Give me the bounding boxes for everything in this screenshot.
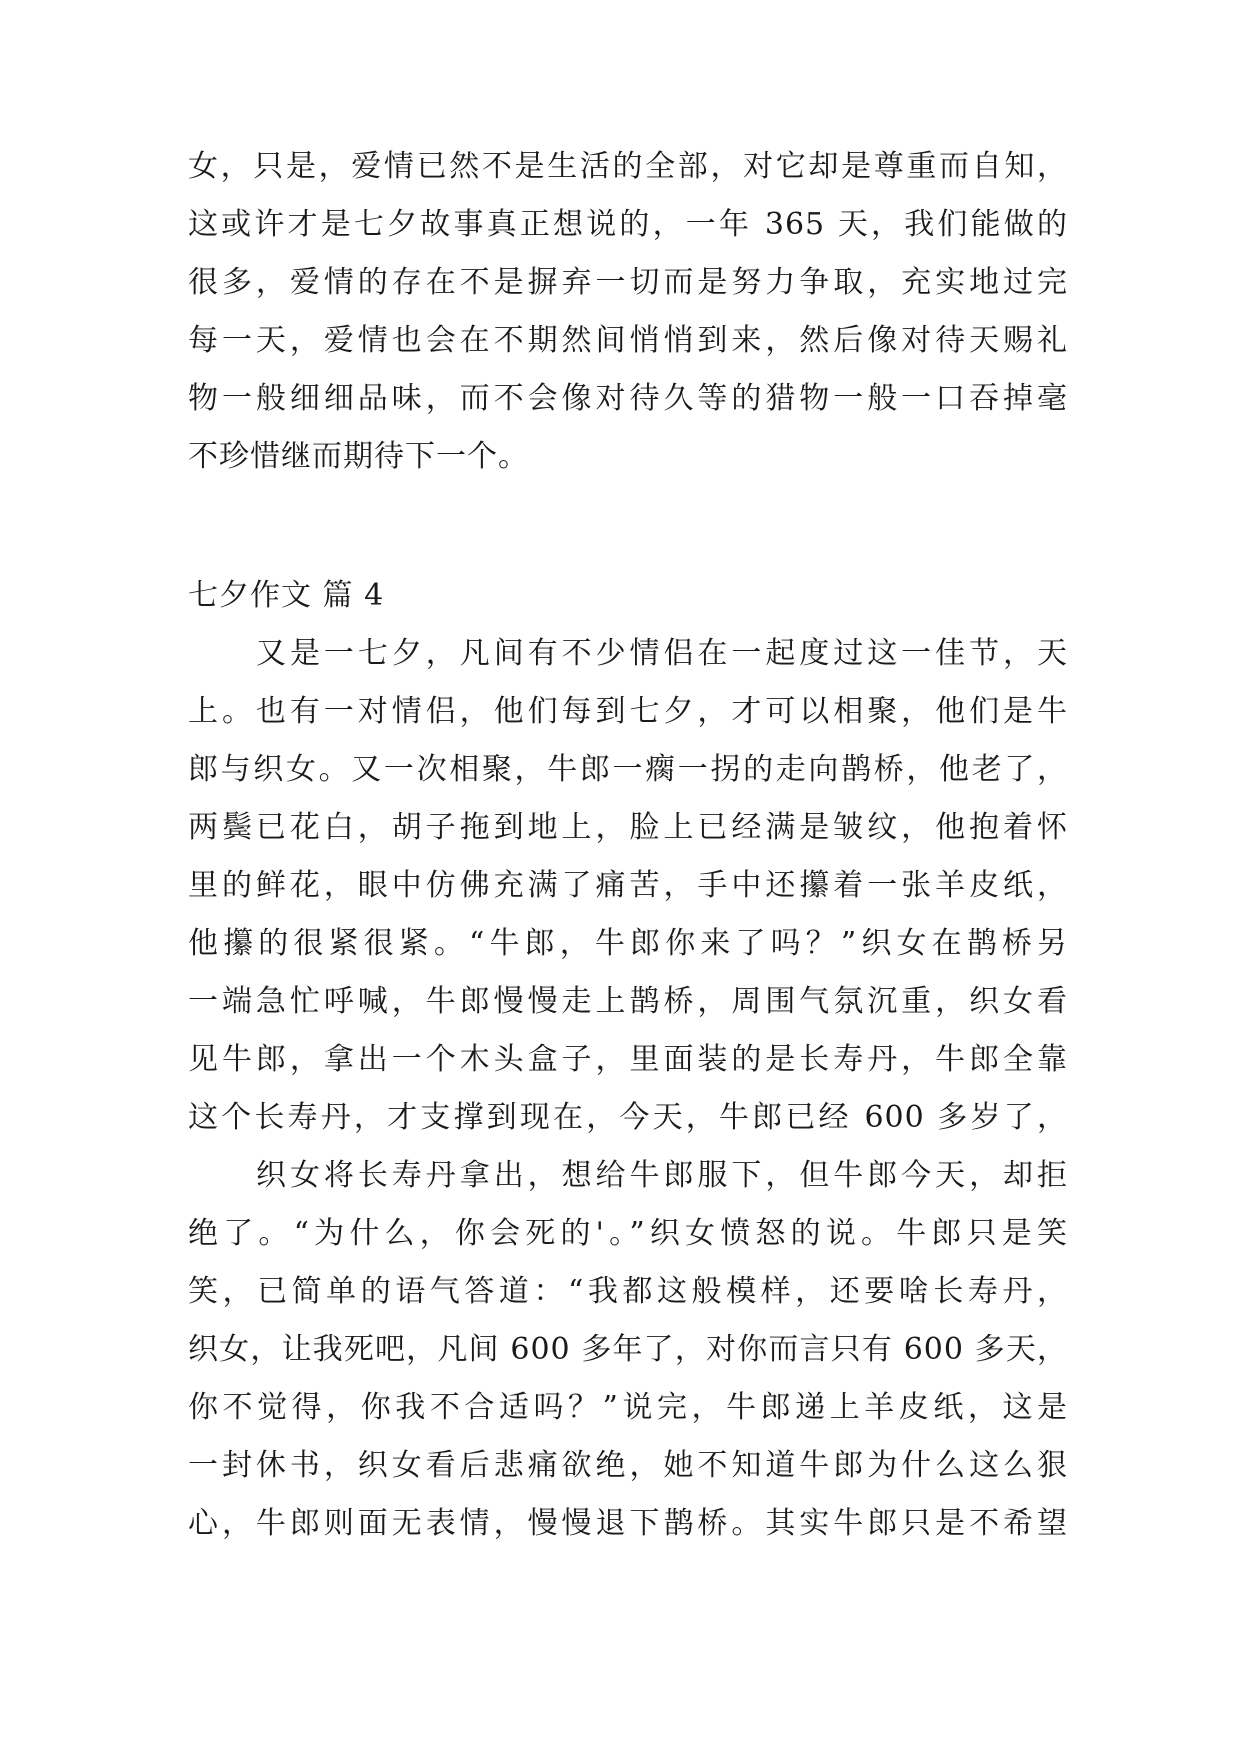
text-line: 里的鲜花，眼中仿佛充满了痛苦，手中还攥着一张羊皮纸，	[188, 868, 1068, 903]
text-line: 很多，爱情的存在不是摒弃一切而是努力争取，充实地过完	[188, 265, 1068, 300]
text-line: 见牛郎，拿出一个木头盒子，里面装的是长寿丹，牛郎全靠	[188, 1042, 1068, 1077]
text-line: 上。也有一对情侣，他们每到七夕，才可以相聚，他们是牛	[188, 694, 1068, 729]
text-line: 心，牛郎则面无表情，慢慢退下鹊桥。其实牛郎只是不希望	[188, 1506, 1068, 1541]
text-line: 郎与织女。又一次相聚，牛郎一瘸一拐的走向鹊桥，他老了，	[188, 752, 1068, 787]
text-line: 女，只是，爱情已然不是生活的全部，对它却是尊重而自知，	[188, 149, 1068, 184]
paragraph-2	[188, 1147, 1068, 1553]
text-line: 这个长寿丹，才支撑到现在，今天，牛郎已经 600 多岁了，	[188, 1100, 1068, 1135]
section-heading: 七夕作文 篇 4	[188, 578, 385, 613]
text-line: 这或许才是七夕故事真正想说的，一年 365 天，我们能做的	[188, 207, 1068, 242]
paragraph-continued	[188, 138, 1068, 486]
text-line: 一端急忙呼喊，牛郎慢慢走上鹊桥，周围气氛沉重，织女看	[188, 984, 1068, 1019]
text-line: 两鬓已花白，胡子拖到地上，脸上已经满是皱纹，他抱着怀	[188, 810, 1068, 845]
paragraph-1	[188, 625, 1068, 1147]
text-line: 你不觉得，你我不合适吗？”说完，牛郎递上羊皮纸，这是	[188, 1390, 1068, 1425]
text-line: 绝了。“为什么，你会死的'。”织女愤怒的说。牛郎只是笑	[188, 1216, 1068, 1251]
text-line: 他攥的很紧很紧。“牛郎，牛郎你来了吗？”织女在鹊桥另	[188, 926, 1068, 961]
text-line: 物一般细细品味，而不会像对待久等的猎物一般一口吞掉毫	[188, 381, 1068, 416]
text-line: 织女将长寿丹拿出，想给牛郎服下，但牛郎今天，却拒	[256, 1158, 1068, 1193]
text-line: 每一天，爱情也会在不期然间悄悄到来，然后像对待天赐礼	[188, 323, 1068, 358]
text-line: 又是一七夕，凡间有不少情侣在一起度过这一佳节，天	[256, 636, 1068, 671]
text-line: 织女，让我死吧，凡间 600 多年了，对你而言只有 600 多天，	[188, 1332, 1068, 1367]
text-line: 一封休书，织女看后悲痛欲绝，她不知道牛郎为什么这么狠	[188, 1448, 1068, 1483]
text-line: 不珍惜继而期待下一个。	[188, 439, 529, 474]
text-line: 笑，已简单的语气答道：“我都这般模样，还要啥长寿丹，	[188, 1274, 1068, 1309]
